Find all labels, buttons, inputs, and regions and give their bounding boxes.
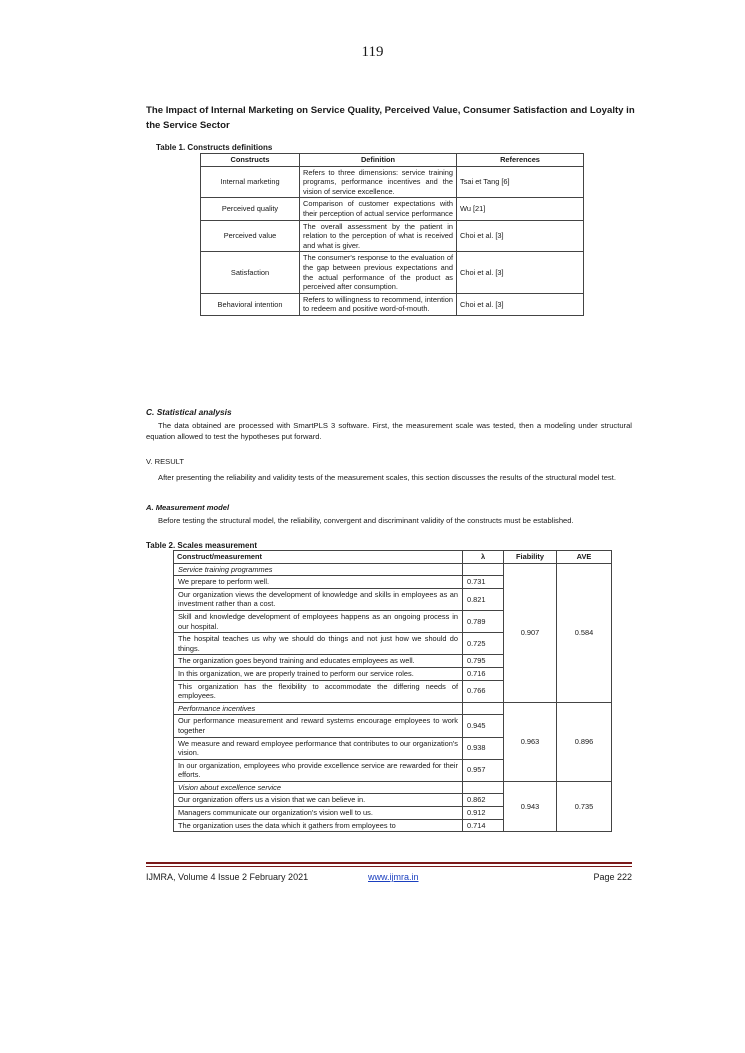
item-statement: We prepare to perform well.	[174, 576, 463, 589]
section-c-paragraph: The data obtained are processed with SmartPLS 3 software. First, the measurement scale was tested, then a modeling under structural equation allowed to test the hypotheses put forward.	[146, 421, 632, 441]
column-header: AVE	[557, 551, 612, 564]
table2-caption: Table 2. Scales measurement	[146, 541, 258, 550]
group-label: Service training programmes	[174, 563, 463, 576]
fiability-cell: 0.943	[504, 781, 557, 831]
page-number: 119	[361, 44, 384, 60]
section-v-heading: V. RESULT	[146, 457, 184, 466]
item-statement: We measure and reward employee performance that contributes to our organization's vision.	[174, 737, 463, 759]
loading-value: 0.821	[463, 588, 504, 610]
table-row	[201, 220, 584, 252]
loading-value: 0.795	[463, 655, 504, 668]
scales-table	[173, 550, 612, 832]
item-statement: Managers communicate our organization's vision well to us.	[174, 807, 463, 820]
item-statement: Our performance measurement and reward systems encourage employees to work together	[174, 715, 463, 737]
definition-cell: Refers to willingness to recommend, intention to redeem and positive word-of-mouth.	[300, 293, 457, 315]
reference-cell: Choi et al. [3]	[457, 293, 584, 315]
ave-cell: 0.735	[557, 781, 612, 831]
loading-value: 0.716	[463, 667, 504, 680]
paper-title: The Impact of Internal Marketing on Service Quality, Perceived Value, Consumer Satisfaction and Loyalty in the Service Sector	[146, 105, 635, 131]
item-statement: Skill and knowledge development of employees happens as an ongoing process in our hospital.	[174, 610, 463, 632]
construct-cell: Perceived quality	[201, 198, 300, 220]
definition-cell: Comparison of customer expectations with their perception of actual service performance	[300, 198, 457, 220]
reference-cell: Tsai et Tang [6]	[457, 166, 584, 198]
group-row	[174, 781, 612, 794]
table-row	[201, 293, 584, 315]
item-statement: This organization has the flexibility to accommodate the differing needs of employees.	[174, 680, 463, 702]
ave-cell: 0.896	[557, 702, 612, 781]
loading-value: 0.912	[463, 807, 504, 820]
section-a-heading: A. Measurement model	[146, 503, 230, 512]
journal-info: IJMRA, Volume 4 Issue 2 February 2021	[146, 872, 309, 882]
column-header: Constructs	[201, 154, 300, 167]
item-statement: In this organization, we are properly trained to perform our service roles.	[174, 667, 463, 680]
construct-cell: Satisfaction	[201, 252, 300, 293]
construct-cell: Perceived value	[201, 220, 300, 252]
group-row	[174, 702, 612, 715]
group-label: Performance incentives	[174, 702, 463, 715]
loading-value: 0.862	[463, 794, 504, 807]
reference-cell: Wu [21]	[457, 198, 584, 220]
group-row	[174, 563, 612, 576]
fiability-cell: 0.963	[504, 702, 557, 781]
construct-cell: Internal marketing	[201, 166, 300, 198]
loading-value: 0.957	[463, 759, 504, 781]
table-row	[201, 252, 584, 293]
column-header: Construct/measurement	[174, 551, 463, 564]
constructs-table	[200, 153, 584, 316]
table1-caption: Table 1. Constructs definitions	[156, 143, 273, 152]
column-header: References	[457, 154, 584, 167]
loading-value: 0.766	[463, 680, 504, 702]
ave-cell: 0.584	[557, 563, 612, 702]
column-header: Definition	[300, 154, 457, 167]
footer-divider	[146, 866, 632, 867]
page-label: Page 222	[593, 872, 632, 882]
reference-cell: Choi et al. [3]	[457, 220, 584, 252]
definition-cell: The consumer's response to the evaluation of the gap between previous expectations and the actual performance of the product as perceived after consumption.	[300, 252, 457, 293]
loading-value: 0.938	[463, 737, 504, 759]
loading-value: 0.714	[463, 819, 504, 832]
section-v-paragraph: After presenting the reliability and validity tests of the measurement scales, this section discusses the results of the structural model test.	[158, 473, 616, 482]
group-label: Vision about excellence service	[174, 781, 463, 794]
loading-value: 0.725	[463, 633, 504, 655]
loading-value: 0.789	[463, 610, 504, 632]
table-row	[201, 166, 584, 198]
item-statement: Our organization offers us a vision that we can believe in.	[174, 794, 463, 807]
table-header-row	[201, 154, 584, 167]
item-statement: Our organization views the development of knowledge and skills in employees as an investment rather than a cost.	[174, 588, 463, 610]
definition-cell: The overall assessment by the patient in relation to the perception of what is received and what is giver.	[300, 220, 457, 252]
table-row	[201, 198, 584, 220]
item-statement: The organization goes beyond training and educates employees as well.	[174, 655, 463, 668]
item-statement: The organization uses the data which it gathers from employees to	[174, 819, 463, 832]
item-statement: The hospital teaches us why we should do things and not just how we should do things.	[174, 633, 463, 655]
table-header-row	[174, 551, 612, 564]
section-a-paragraph: Before testing the structural model, the reliability, convergent and discriminant validity of the constructs must be established.	[158, 516, 574, 525]
fiability-cell: 0.907	[504, 563, 557, 702]
footer-divider	[146, 862, 632, 864]
item-statement: In our organization, employees who provide excellence service are rewarded for their efforts.	[174, 759, 463, 781]
definition-cell: Refers to three dimensions: service training programs, performance incentives and the vision of service excellence.	[300, 166, 457, 198]
column-header: Fiability	[504, 551, 557, 564]
journal-website-link[interactable]: www.ijmra.in	[368, 872, 419, 882]
reference-cell: Choi et al. [3]	[457, 252, 584, 293]
construct-cell: Behavioral intention	[201, 293, 300, 315]
loading-value: 0.945	[463, 715, 504, 737]
column-header: λ	[463, 551, 504, 564]
section-c-heading: C. Statistical analysis	[146, 407, 232, 417]
loading-value: 0.731	[463, 576, 504, 589]
